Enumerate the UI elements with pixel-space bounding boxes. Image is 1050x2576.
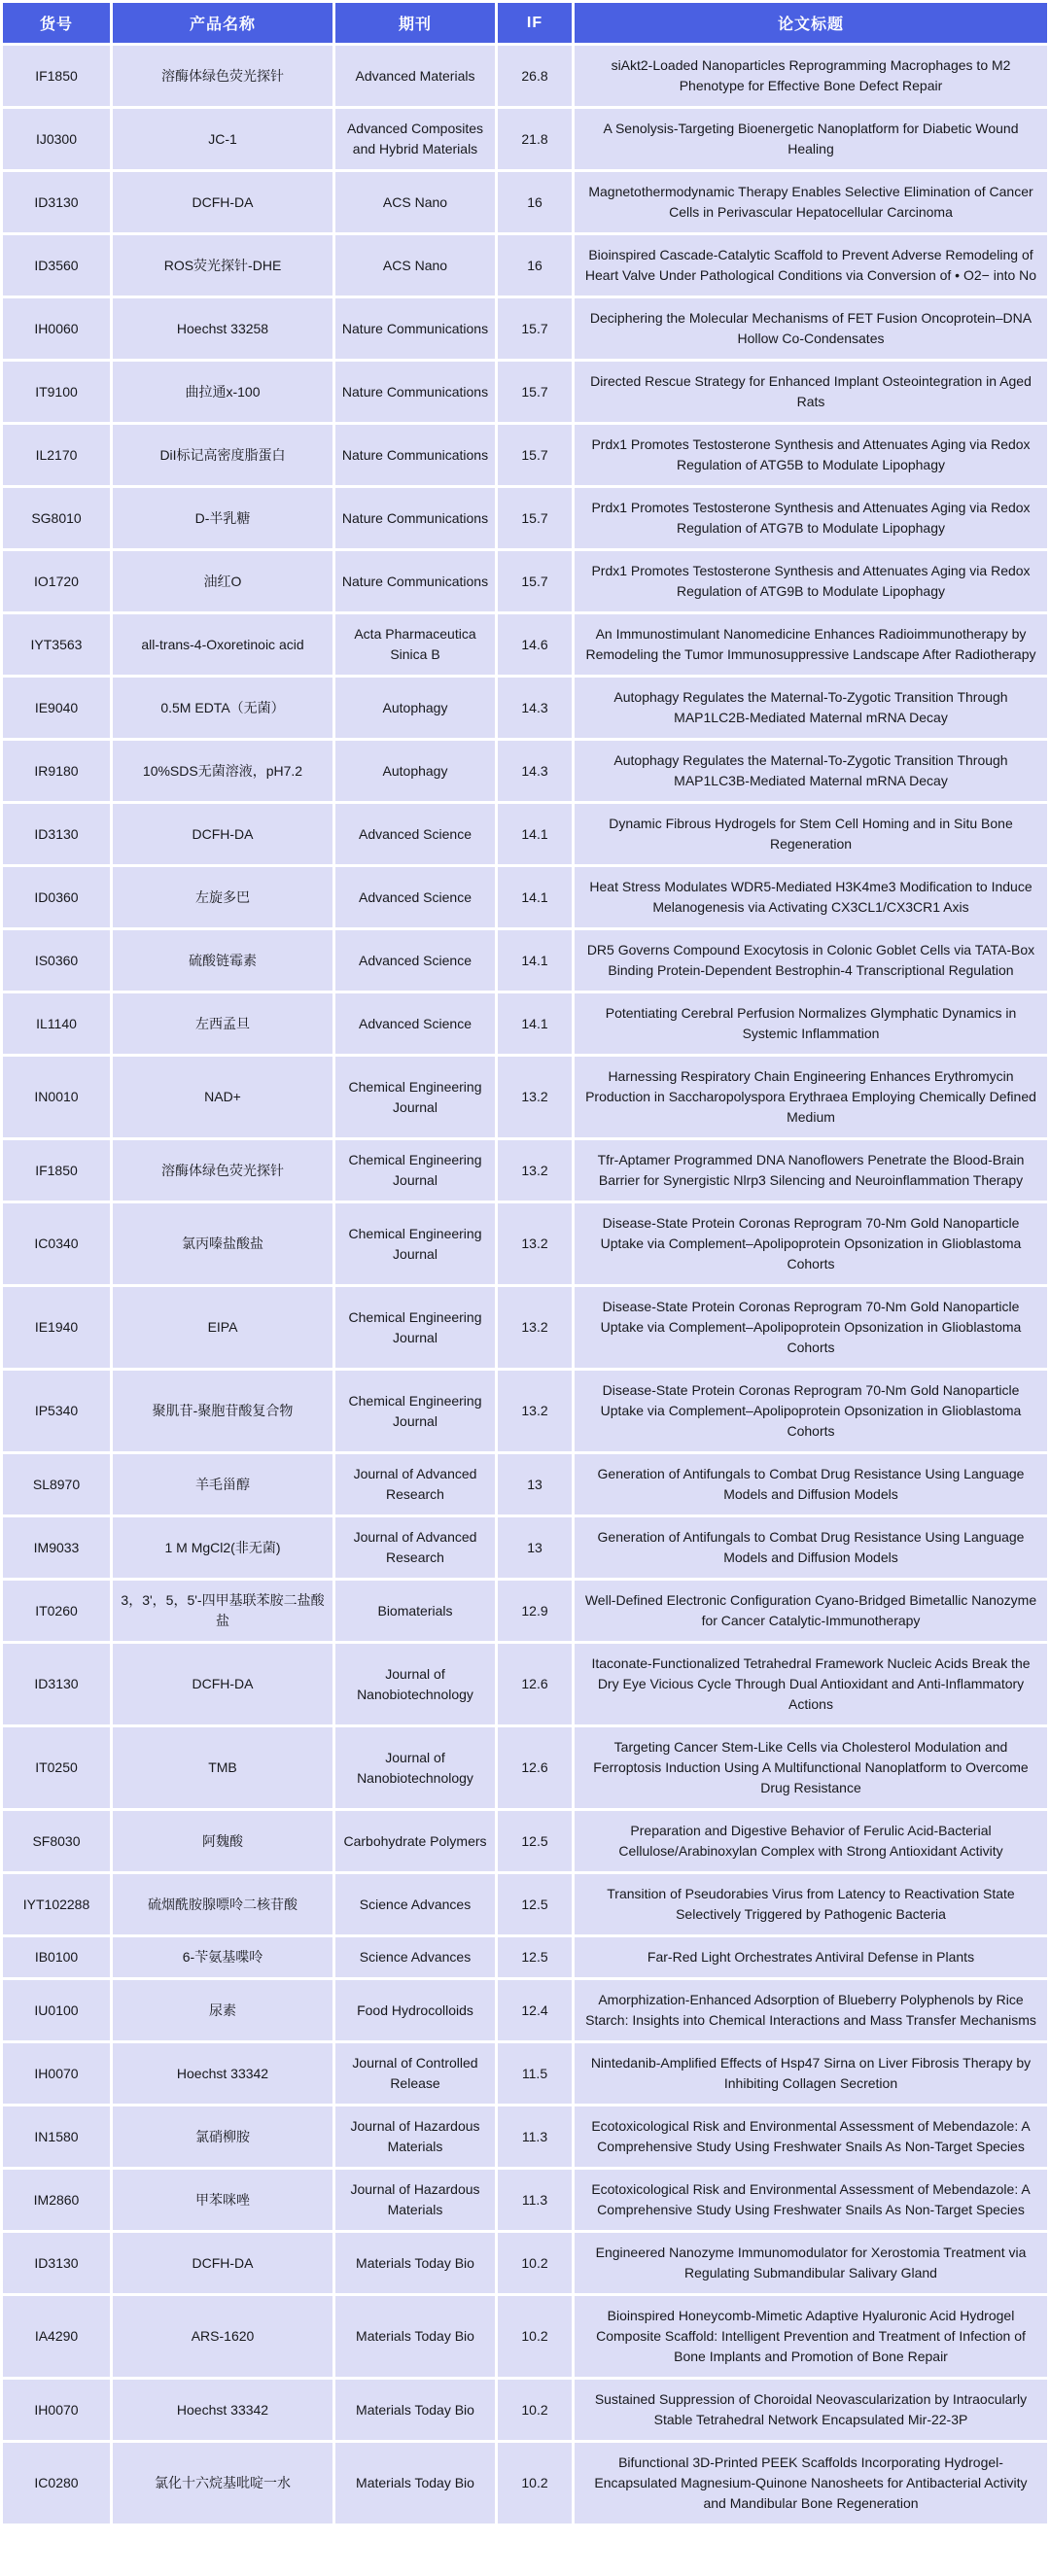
table-row: [3, 1057, 1047, 1137]
cell-title: Heat Stress Modulates WDR5-Mediated H3K4me3 Modification to Induce Melanogenesis via Activating CX3CL1/CX3CR1 Axis: [575, 867, 1047, 927]
cell-title: Nintedanib-Amplified Effects of Hsp47 Sirna on Liver Fibrosis Therapy by Inhibiting Collagen Secretion: [575, 2043, 1047, 2104]
table-row: [3, 1454, 1047, 1514]
column-header-if: IF: [498, 3, 572, 43]
cell-name: 硫酸链霉素: [113, 930, 332, 991]
cell-sku: IL1140: [3, 993, 110, 1054]
cell-name: 溶酶体绿色荧光探针: [113, 46, 332, 106]
table-row: [3, 1517, 1047, 1578]
table-row: [3, 1644, 1047, 1724]
table-row: [3, 2043, 1047, 2104]
cell-title: Prdx1 Promotes Testosterone Synthesis and Attenuates Aging via Redox Regulation of ATG9B to Modulate Lipophagy: [575, 551, 1047, 611]
cell-journal: Materials Today Bio: [335, 2380, 495, 2440]
table-row: [3, 1874, 1047, 1934]
cell-name: 硫烟酰胺腺嘌呤二核苷酸: [113, 1874, 332, 1934]
cell-name: 溶酶体绿色荧光探针: [113, 1140, 332, 1201]
cell-if: 13.2: [498, 1371, 572, 1451]
cell-title: Far-Red Light Orchestrates Antiviral Defense in Plants: [575, 1937, 1047, 1977]
table-row: [3, 1581, 1047, 1641]
table-row: [3, 1980, 1047, 2040]
cell-sku: ID3130: [3, 172, 110, 232]
cell-if: 10.2: [498, 2233, 572, 2293]
cell-if: 10.2: [498, 2296, 572, 2377]
cell-sku: IYT3563: [3, 614, 110, 675]
cell-title: A Senolysis-Targeting Bioenergetic Nanoplatform for Diabetic Wound Healing: [575, 109, 1047, 169]
cell-journal: Advanced Materials: [335, 46, 495, 106]
cell-sku: IH0070: [3, 2043, 110, 2104]
cell-journal: Chemical Engineering Journal: [335, 1287, 495, 1368]
cell-if: 12.5: [498, 1937, 572, 1977]
cell-title: Ecotoxicological Risk and Environmental Assessment of Mebendazole: A Comprehensive Study Using Freshwater Snails As Non-Target Species: [575, 2106, 1047, 2167]
cell-journal: Acta Pharmaceutica Sinica B: [335, 614, 495, 675]
cell-name: 6-苄氨基喋呤: [113, 1937, 332, 1977]
cell-title: Tfr-Aptamer Programmed DNA Nanoflowers Penetrate the Blood-Brain Barrier for Synergistic Nlrp3 Silencing and Neuroinflammation Therapy: [575, 1140, 1047, 1201]
cell-title: Engineered Nanozyme Immunomodulator for Xerostomia Treatment via Regulating Submandibular Salivary Gland: [575, 2233, 1047, 2293]
cell-sku: IB0100: [3, 1937, 110, 1977]
cell-name: 尿素: [113, 1980, 332, 2040]
cell-sku: SF8030: [3, 1811, 110, 1871]
cell-title: Itaconate-Functionalized Tetrahedral Framework Nucleic Acids Break the Dry Eye Vicious Cycle Through Dual Antioxidant and Anti-Inflammatory Actions: [575, 1644, 1047, 1724]
cell-sku: ID3130: [3, 2233, 110, 2293]
table-row: [3, 2170, 1047, 2230]
cell-sku: IC0340: [3, 1203, 110, 1284]
cell-journal: Advanced Science: [335, 993, 495, 1054]
table-row: [3, 109, 1047, 169]
cell-if: 10.2: [498, 2380, 572, 2440]
cell-sku: ID3130: [3, 1644, 110, 1724]
cell-title: Disease-State Protein Coronas Reprogram 70-Nm Gold Nanoparticle Uptake via Complement–Apolipoprotein Opsonization in Glioblastoma Cohorts: [575, 1287, 1047, 1368]
cell-name: 3，3'，5，5'-四甲基联苯胺二盐酸盐: [113, 1581, 332, 1641]
cell-journal: Materials Today Bio: [335, 2296, 495, 2377]
table-row: [3, 1937, 1047, 1977]
cell-journal: Journal of Controlled Release: [335, 2043, 495, 2104]
cell-journal: Journal of Nanobiotechnology: [335, 1727, 495, 1808]
cell-journal: Chemical Engineering Journal: [335, 1140, 495, 1201]
cell-name: ROS荧光探针-DHE: [113, 235, 332, 296]
cell-if: 13: [498, 1517, 572, 1578]
table-row: [3, 425, 1047, 485]
table-row: [3, 1727, 1047, 1808]
cell-name: Hoechst 33258: [113, 298, 332, 359]
table-header: [3, 3, 1047, 43]
cell-sku: IF1850: [3, 1140, 110, 1201]
cell-journal: Materials Today Bio: [335, 2443, 495, 2524]
cell-if: 15.7: [498, 425, 572, 485]
cell-journal: Nature Communications: [335, 488, 495, 548]
cell-if: 14.1: [498, 867, 572, 927]
cell-name: 曲拉通x-100: [113, 362, 332, 422]
cell-if: 26.8: [498, 46, 572, 106]
cell-name: 聚肌苷-聚胞苷酸复合物: [113, 1371, 332, 1451]
cell-title: Autophagy Regulates the Maternal-To-Zygotic Transition Through MAP1LC2B-Mediated Maternal mRNA Decay: [575, 678, 1047, 738]
cell-title: Bioinspired Cascade-Catalytic Scaffold to Prevent Adverse Remodeling of Heart Valve Under Pathological Conditions via Conversion of • O2− into No: [575, 235, 1047, 296]
cell-if: 16: [498, 172, 572, 232]
cell-title: DR5 Governs Compound Exocytosis in Colonic Goblet Cells via TATA-Box Binding Protein-Dependent Bestrophin-4 Transcriptional Regulation: [575, 930, 1047, 991]
table-row: [3, 1203, 1047, 1284]
cell-if: 16: [498, 235, 572, 296]
cell-sku: IC0280: [3, 2443, 110, 2524]
cell-journal: Journal of Hazardous Materials: [335, 2170, 495, 2230]
cell-title: Transition of Pseudorabies Virus from Latency to Reactivation State Selectively Triggered by Pathogenic Bacteria: [575, 1874, 1047, 1934]
cell-if: 14.6: [498, 614, 572, 675]
cell-if: 12.4: [498, 1980, 572, 2040]
cell-if: 13.2: [498, 1140, 572, 1201]
cell-journal: Advanced Composites and Hybrid Materials: [335, 109, 495, 169]
cell-sku: SG8010: [3, 488, 110, 548]
table-row: [3, 172, 1047, 232]
table-row: [3, 678, 1047, 738]
cell-journal: Advanced Science: [335, 804, 495, 864]
table-row: [3, 614, 1047, 675]
cell-journal: Nature Communications: [335, 362, 495, 422]
cell-journal: Biomaterials: [335, 1581, 495, 1641]
table-row: [3, 488, 1047, 548]
cell-title: Autophagy Regulates the Maternal-To-Zygotic Transition Through MAP1LC3B-Mediated Maternal mRNA Decay: [575, 741, 1047, 801]
cell-sku: IF1850: [3, 46, 110, 106]
table-row: [3, 46, 1047, 106]
cell-journal: Journal of Nanobiotechnology: [335, 1644, 495, 1724]
cell-if: 12.6: [498, 1727, 572, 1808]
cell-journal: Carbohydrate Polymers: [335, 1811, 495, 1871]
cell-name: ARS-1620: [113, 2296, 332, 2377]
table-row: [3, 930, 1047, 991]
cell-journal: Journal of Hazardous Materials: [335, 2106, 495, 2167]
cell-title: Amorphization-Enhanced Adsorption of Blueberry Polyphenols by Rice Starch: Insights into Chemical Interactions and Mass Transfer Mechanisms: [575, 1980, 1047, 2040]
cell-journal: Autophagy: [335, 678, 495, 738]
cell-if: 13.2: [498, 1057, 572, 1137]
cell-sku: IE1940: [3, 1287, 110, 1368]
cell-if: 15.7: [498, 551, 572, 611]
cell-sku: IS0360: [3, 930, 110, 991]
cell-name: EIPA: [113, 1287, 332, 1368]
cell-title: Disease-State Protein Coronas Reprogram 70-Nm Gold Nanoparticle Uptake via Complement–Apolipoprotein Opsonization in Glioblastoma Cohorts: [575, 1203, 1047, 1284]
cell-sku: IE9040: [3, 678, 110, 738]
cell-title: Well-Defined Electronic Configuration Cyano-Bridged Bimetallic Nanozyme for Cancer Catalytic-Immunotherapy: [575, 1581, 1047, 1641]
cell-if: 12.5: [498, 1811, 572, 1871]
cell-title: Sustained Suppression of Choroidal Neovascularization by Intraocularly Stable Tetrahedral Network Encapsulated Mir-22-3P: [575, 2380, 1047, 2440]
cell-sku: IM9033: [3, 1517, 110, 1578]
cell-name: 氯丙嗪盐酸盐: [113, 1203, 332, 1284]
cell-if: 13.2: [498, 1287, 572, 1368]
cell-sku: IH0070: [3, 2380, 110, 2440]
cell-sku: IR9180: [3, 741, 110, 801]
cell-journal: Chemical Engineering Journal: [335, 1203, 495, 1284]
cell-sku: IN0010: [3, 1057, 110, 1137]
column-header-journal: 期刊: [335, 3, 495, 43]
cell-title: Prdx1 Promotes Testosterone Synthesis and Attenuates Aging via Redox Regulation of ATG7B to Modulate Lipophagy: [575, 488, 1047, 548]
cell-if: 12.9: [498, 1581, 572, 1641]
cell-title: An Immunostimulant Nanomedicine Enhances Radioimmunotherapy by Remodeling the Tumor Immunosuppressive Landscape After Radiotherapy: [575, 614, 1047, 675]
cell-name: DCFH-DA: [113, 804, 332, 864]
cell-name: 氯化十六烷基吡啶一水: [113, 2443, 332, 2524]
table-row: [3, 551, 1047, 611]
cell-if: 14.3: [498, 741, 572, 801]
cell-journal: ACS Nano: [335, 235, 495, 296]
table-row: [3, 1287, 1047, 1368]
table-row: [3, 2380, 1047, 2440]
cell-journal: Food Hydrocolloids: [335, 1980, 495, 2040]
cell-journal: Nature Communications: [335, 551, 495, 611]
cell-title: Bifunctional 3D-Printed PEEK Scaffolds Incorporating Hydrogel-Encapsulated Magnesium-Quinone Nanosheets for Antibacterial Activity and Mandibular Bone Regeneration: [575, 2443, 1047, 2524]
cell-if: 14.1: [498, 993, 572, 1054]
cell-journal: Journal of Advanced Research: [335, 1517, 495, 1578]
table-row: [3, 1140, 1047, 1201]
cell-title: Targeting Cancer Stem-Like Cells via Cholesterol Modulation and Ferroptosis Induction Using A Multifunctional Nanoplatform to Overcome Drug Resistance: [575, 1727, 1047, 1808]
cell-name: 羊毛甾醇: [113, 1454, 332, 1514]
cell-name: 0.5M EDTA（无菌）: [113, 678, 332, 738]
cell-if: 12.5: [498, 1874, 572, 1934]
cell-if: 10.2: [498, 2443, 572, 2524]
cell-name: DCFH-DA: [113, 172, 332, 232]
column-header-name: 产品名称: [113, 3, 332, 43]
cell-name: NAD+: [113, 1057, 332, 1137]
cell-sku: IL2170: [3, 425, 110, 485]
cell-name: JC-1: [113, 109, 332, 169]
cell-title: Dynamic Fibrous Hydrogels for Stem Cell Homing and in Situ Bone Regeneration: [575, 804, 1047, 864]
cell-name: 1 M MgCl2(非无菌): [113, 1517, 332, 1578]
table-row: [3, 2443, 1047, 2524]
cell-title: Deciphering the Molecular Mechanisms of FET Fusion Oncoprotein–DNA Hollow Co-Condensates: [575, 298, 1047, 359]
cell-sku: IN1580: [3, 2106, 110, 2167]
cell-name: 左旋多巴: [113, 867, 332, 927]
cell-sku: IP5340: [3, 1371, 110, 1451]
cell-title: Ecotoxicological Risk and Environmental Assessment of Mebendazole: A Comprehensive Study Using Freshwater Snails As Non-Target Species: [575, 2170, 1047, 2230]
cell-sku: ID3560: [3, 235, 110, 296]
table-row: [3, 741, 1047, 801]
cell-title: Magnetothermodynamic Therapy Enables Selective Elimination of Cancer Cells in Perivascular Hepatocellular Carcinoma: [575, 172, 1047, 232]
column-header-sku: 货号: [3, 3, 110, 43]
table-row: [3, 2106, 1047, 2167]
cell-sku: IO1720: [3, 551, 110, 611]
cell-if: 21.8: [498, 109, 572, 169]
column-header-title: 论文标题: [575, 3, 1047, 43]
cell-title: Generation of Antifungals to Combat Drug Resistance Using Language Models and Diffusion Models: [575, 1517, 1047, 1578]
cell-name: DiI标记高密度脂蛋白: [113, 425, 332, 485]
cell-sku: IT0250: [3, 1727, 110, 1808]
cell-sku: IYT102288: [3, 1874, 110, 1934]
cell-title: Generation of Antifungals to Combat Drug Resistance Using Language Models and Diffusion Models: [575, 1454, 1047, 1514]
cell-name: 阿魏酸: [113, 1811, 332, 1871]
cell-title: Potentiating Cerebral Perfusion Normalizes Glymphatic Dynamics in Systemic Inflammation: [575, 993, 1047, 1054]
cell-journal: Nature Communications: [335, 298, 495, 359]
cell-title: Bioinspired Honeycomb-Mimetic Adaptive Hyaluronic Acid Hydrogel Composite Scaffold: Intelligent Prevention and Treatment of Infection of Bone Implants and Promotion of Bone Repair: [575, 2296, 1047, 2377]
table-row: [3, 298, 1047, 359]
cell-title: Preparation and Digestive Behavior of Ferulic Acid-Bacterial Cellulose/Arabinoxylan Complex with Strong Antioxidant Activity: [575, 1811, 1047, 1871]
cell-journal: Science Advances: [335, 1937, 495, 1977]
cell-if: 14.3: [498, 678, 572, 738]
cell-journal: Chemical Engineering Journal: [335, 1057, 495, 1137]
cell-name: 10%SDS无菌溶液，pH7.2: [113, 741, 332, 801]
cell-if: 11.5: [498, 2043, 572, 2104]
table-row: [3, 2296, 1047, 2377]
cell-name: all-trans-4-Oxoretinoic acid: [113, 614, 332, 675]
cell-sku: IT9100: [3, 362, 110, 422]
cell-title: Prdx1 Promotes Testosterone Synthesis and Attenuates Aging via Redox Regulation of ATG5B to Modulate Lipophagy: [575, 425, 1047, 485]
cell-if: 13.2: [498, 1203, 572, 1284]
cell-if: 15.7: [498, 362, 572, 422]
table-row: [3, 867, 1047, 927]
cell-name: TMB: [113, 1727, 332, 1808]
cell-name: 油红O: [113, 551, 332, 611]
cell-sku: IM2860: [3, 2170, 110, 2230]
cell-name: DCFH-DA: [113, 1644, 332, 1724]
cell-sku: SL8970: [3, 1454, 110, 1514]
table-body: [3, 46, 1047, 2524]
table-row: [3, 1371, 1047, 1451]
table-row: [3, 2233, 1047, 2293]
table-row: [3, 362, 1047, 422]
table-row: [3, 1811, 1047, 1871]
cell-name: Hoechst 33342: [113, 2043, 332, 2104]
cell-journal: Autophagy: [335, 741, 495, 801]
cell-sku: ID3130: [3, 804, 110, 864]
cell-journal: Advanced Science: [335, 867, 495, 927]
cell-title: Harnessing Respiratory Chain Engineering Enhances Erythromycin Production in Saccharopolyspora Erythraea Employing Chemically Defined Medium: [575, 1057, 1047, 1137]
cell-if: 14.1: [498, 804, 572, 864]
cell-name: 甲苯咪唑: [113, 2170, 332, 2230]
cell-sku: IA4290: [3, 2296, 110, 2377]
cell-sku: IT0260: [3, 1581, 110, 1641]
cell-journal: Chemical Engineering Journal: [335, 1371, 495, 1451]
cell-journal: Nature Communications: [335, 425, 495, 485]
cell-name: Hoechst 33342: [113, 2380, 332, 2440]
cell-if: 12.6: [498, 1644, 572, 1724]
table-row: [3, 235, 1047, 296]
cell-name: D-半乳糖: [113, 488, 332, 548]
cell-if: 14.1: [498, 930, 572, 991]
cell-if: 11.3: [498, 2170, 572, 2230]
cell-journal: Materials Today Bio: [335, 2233, 495, 2293]
table-row: [3, 804, 1047, 864]
cell-title: Directed Rescue Strategy for Enhanced Implant Osteointegration in Aged Rats: [575, 362, 1047, 422]
cell-name: DCFH-DA: [113, 2233, 332, 2293]
cell-if: 15.7: [498, 488, 572, 548]
cell-title: Disease-State Protein Coronas Reprogram 70-Nm Gold Nanoparticle Uptake via Complement–Apolipoprotein Opsonization in Glioblastoma Cohorts: [575, 1371, 1047, 1451]
cell-journal: Science Advances: [335, 1874, 495, 1934]
cell-sku: IJ0300: [3, 109, 110, 169]
cell-journal: Journal of Advanced Research: [335, 1454, 495, 1514]
cell-sku: IU0100: [3, 1980, 110, 2040]
cell-if: 13: [498, 1454, 572, 1514]
cell-journal: Advanced Science: [335, 930, 495, 991]
cell-if: 15.7: [498, 298, 572, 359]
table-row: [3, 993, 1047, 1054]
cell-sku: ID0360: [3, 867, 110, 927]
cell-journal: ACS Nano: [335, 172, 495, 232]
cell-title: siAkt2-Loaded Nanoparticles Reprogramming Macrophages to M2 Phenotype for Effective Bone Defect Repair: [575, 46, 1047, 106]
cell-sku: IH0060: [3, 298, 110, 359]
cell-name: 氯硝柳胺: [113, 2106, 332, 2167]
cell-if: 11.3: [498, 2106, 572, 2167]
cell-name: 左西孟旦: [113, 993, 332, 1054]
